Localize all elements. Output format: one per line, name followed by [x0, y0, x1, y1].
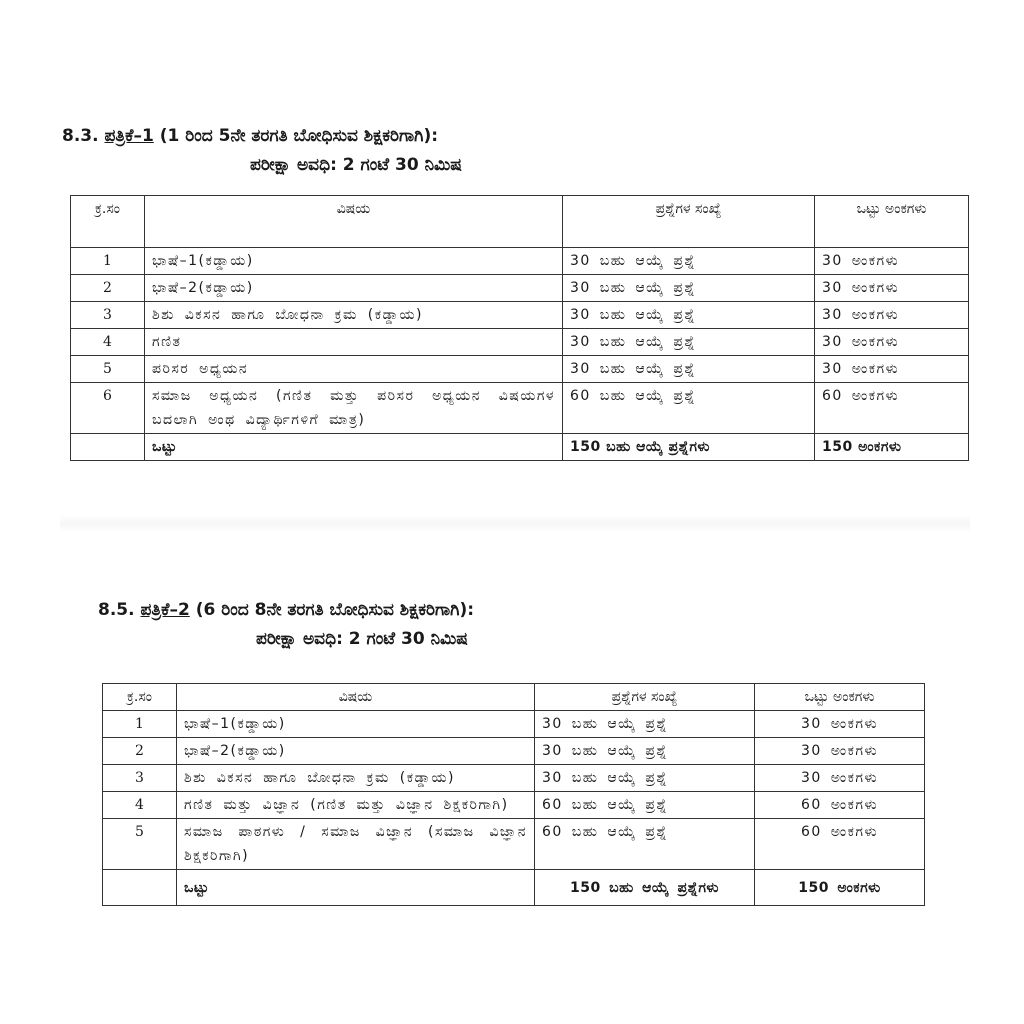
table-header-row — [103, 684, 925, 711]
row-questions: 30 ಬಹು ಆಯ್ಕೆ ಪ್ರಶ್ನೆ — [563, 248, 815, 275]
table-row — [71, 248, 969, 275]
row-marks: 30 ಅಂಕಗಳು — [815, 302, 969, 329]
table-total-row — [71, 434, 969, 461]
row-serial: 2 — [103, 738, 177, 765]
row-subject: ಭಾಷೆ–2(ಕಡ್ಡಾಯ) — [145, 275, 563, 302]
row-subject: ಸಮಾಜ ಪಾಠಗಳು / ಸಮಾಜ ವಿಜ್ಞಾನ (ಸಮಾಜ ವಿಜ್ಞಾನ ಶಿಕ್ಷಕರಿಗಾಗಿ) — [177, 819, 535, 870]
row-serial: 4 — [103, 792, 177, 819]
row-subject: ಶಿಶು ವಿಕಸನ ಹಾಗೂ ಬೋಧನಾ ಕ್ರಮ (ಕಡ್ಡಾಯ) — [145, 302, 563, 329]
row-questions: 30 ಬಹು ಆಯ್ಕೆ ಪ್ರಶ್ನೆ — [563, 329, 815, 356]
row-questions: 30 ಬಹು ಆಯ್ಕೆ ಪ್ರಶ್ನೆ — [535, 738, 755, 765]
total-marks: 150 ಅಂಕಗಳು — [755, 870, 925, 906]
row-serial: 1 — [103, 711, 177, 738]
header-subject: ವಿಷಯ — [177, 684, 535, 711]
table-row — [103, 819, 925, 870]
row-marks: 30 ಅಂಕಗಳು — [755, 765, 925, 792]
scan-band — [60, 515, 970, 533]
row-subject: ಗಣಿತ ಮತ್ತು ವಿಜ್ಞಾನ (ಗಣಿತ ಮತ್ತು ವಿಜ್ಞಾನ ಶಿಕ್ಷಕರಿಗಾಗಿ) — [177, 792, 535, 819]
section2-duration: ಪರೀಕ್ಷಾ ಅವಧಿ: 2 ಗಂಟೆ 30 ನಿಮಿಷ — [256, 629, 468, 649]
row-questions: 30 ಬಹು ಆಯ್ಕೆ ಪ್ರಶ್ನೆ — [563, 302, 815, 329]
table-row — [103, 765, 925, 792]
table-row — [71, 383, 969, 434]
header-questions: ಪ್ರಶ್ನೆಗಳ ಸಂಖ್ಯೆ — [563, 196, 815, 248]
header-total-marks: ಒಟ್ಟು ಅಂಕಗಳು — [755, 684, 925, 711]
row-serial: 4 — [71, 329, 145, 356]
row-questions: 30 ಬಹು ಆಯ್ಕೆ ಪ್ರಶ್ನೆ — [535, 765, 755, 792]
row-questions: 30 ಬಹು ಆಯ್ಕೆ ಪ್ರಶ್ನೆ — [563, 356, 815, 383]
row-subject: ಭಾಷೆ–2(ಕಡ್ಡಾಯ) — [177, 738, 535, 765]
total-serial-empty — [71, 434, 145, 461]
row-serial: 6 — [71, 383, 145, 434]
section1-heading-block — [62, 124, 438, 148]
row-serial: 5 — [103, 819, 177, 870]
total-marks: 150 ಅಂಕಗಳು — [815, 434, 969, 461]
row-marks: 30 ಅಂಕಗಳು — [815, 248, 969, 275]
section1-table — [70, 195, 969, 461]
section2-table — [102, 683, 925, 906]
row-serial: 3 — [103, 765, 177, 792]
row-questions: 60 ಬಹು ಆಯ್ಕೆ ಪ್ರಶ್ನೆ — [535, 819, 755, 870]
table-row — [103, 792, 925, 819]
table-header-row — [71, 196, 969, 248]
table-row — [71, 329, 969, 356]
row-subject: ಭಾಷೆ–1(ಕಡ್ಡಾಯ) — [145, 248, 563, 275]
row-marks: 30 ಅಂಕಗಳು — [755, 711, 925, 738]
row-questions: 30 ಬಹು ಆಯ್ಕೆ ಪ್ರಶ್ನೆ — [563, 275, 815, 302]
header-questions: ಪ್ರಶ್ನೆಗಳ ಸಂಖ್ಯೆ — [535, 684, 755, 711]
total-label: ಒಟ್ಟು — [145, 434, 563, 461]
table-row — [71, 275, 969, 302]
section2-heading — [98, 598, 474, 622]
section1-title: (1 ರಿಂದ 5ನೇ ತರಗತಿ ಬೋಧಿಸುವ ಶಿಕ್ಷಕರಿಗಾಗಿ): — [153, 126, 439, 146]
section2-label: ಪತ್ರಿಕೆ–2 — [140, 600, 190, 620]
table-row — [103, 738, 925, 765]
row-marks: 30 ಅಂಕಗಳು — [815, 356, 969, 383]
section2-heading-block — [98, 598, 474, 622]
section1-duration: ಪರೀಕ್ಷಾ ಅವಧಿ: 2 ಗಂಟೆ 30 ನಿಮಿಷ — [250, 155, 462, 175]
section1-heading — [62, 124, 438, 148]
row-marks: 30 ಅಂಕಗಳು — [815, 275, 969, 302]
row-serial: 1 — [71, 248, 145, 275]
section1-number: 8.3. — [62, 126, 99, 146]
row-questions: 60 ಬಹು ಆಯ್ಕೆ ಪ್ರಶ್ನೆ — [535, 792, 755, 819]
header-total-marks: ಒಟ್ಟು ಅಂಕಗಳು — [815, 196, 969, 248]
row-subject: ಭಾಷೆ–1(ಕಡ್ಡಾಯ) — [177, 711, 535, 738]
row-serial: 2 — [71, 275, 145, 302]
table-row — [71, 302, 969, 329]
section2-title: (6 ರಿಂದ 8ನೇ ತರಗತಿ ಬೋಧಿಸುವ ಶಿಕ್ಷಕರಿಗಾಗಿ): — [189, 600, 475, 620]
table-row — [103, 711, 925, 738]
row-subject: ಸಮಾಜ ಅಧ್ಯಯನ (ಗಣಿತ ಮತ್ತು ಪರಿಸರ ಅಧ್ಯಯನ ವಿಷಯಗಳ ಬದಲಾಗಿ ಅಂಥ ವಿದ್ಯಾರ್ಥಿಗಳಿಗೆ ಮಾತ್ರ) — [145, 383, 563, 434]
row-marks: 60 ಅಂಕಗಳು — [815, 383, 969, 434]
total-serial-empty — [103, 870, 177, 906]
section1-label: ಪತ್ರಿಕೆ–1 — [104, 126, 154, 146]
section2-number: 8.5. — [98, 600, 135, 620]
total-label: ಒಟ್ಟು — [177, 870, 535, 906]
row-marks: 60 ಅಂಕಗಳು — [755, 819, 925, 870]
row-marks: 30 ಅಂಕಗಳು — [815, 329, 969, 356]
row-serial: 3 — [71, 302, 145, 329]
table-total-row — [103, 870, 925, 906]
row-marks: 30 ಅಂಕಗಳು — [755, 738, 925, 765]
row-subject: ಪರಿಸರ ಅಧ್ಯಯನ — [145, 356, 563, 383]
row-subject: ಗಣಿತ — [145, 329, 563, 356]
header-subject: ವಿಷಯ — [145, 196, 563, 248]
row-subject: ಶಿಶು ವಿಕಸನ ಹಾಗೂ ಬೋಧನಾ ಕ್ರಮ (ಕಡ್ಡಾಯ) — [177, 765, 535, 792]
table-row — [71, 356, 969, 383]
row-questions: 60 ಬಹು ಆಯ್ಕೆ ಪ್ರಶ್ನೆ — [563, 383, 815, 434]
row-questions: 30 ಬಹು ಆಯ್ಕೆ ಪ್ರಶ್ನೆ — [535, 711, 755, 738]
total-questions: 150 ಬಹು ಆಯ್ಕೆ ಪ್ರಶ್ನೆಗಳು — [535, 870, 755, 906]
header-serial: ಕ್ರ.ಸಂ — [71, 196, 145, 248]
row-serial: 5 — [71, 356, 145, 383]
total-questions: 150 ಬಹು ಆಯ್ಕೆ ಪ್ರಶ್ನೆಗಳು — [563, 434, 815, 461]
row-marks: 60 ಅಂಕಗಳು — [755, 792, 925, 819]
header-serial: ಕ್ರ.ಸಂ — [103, 684, 177, 711]
